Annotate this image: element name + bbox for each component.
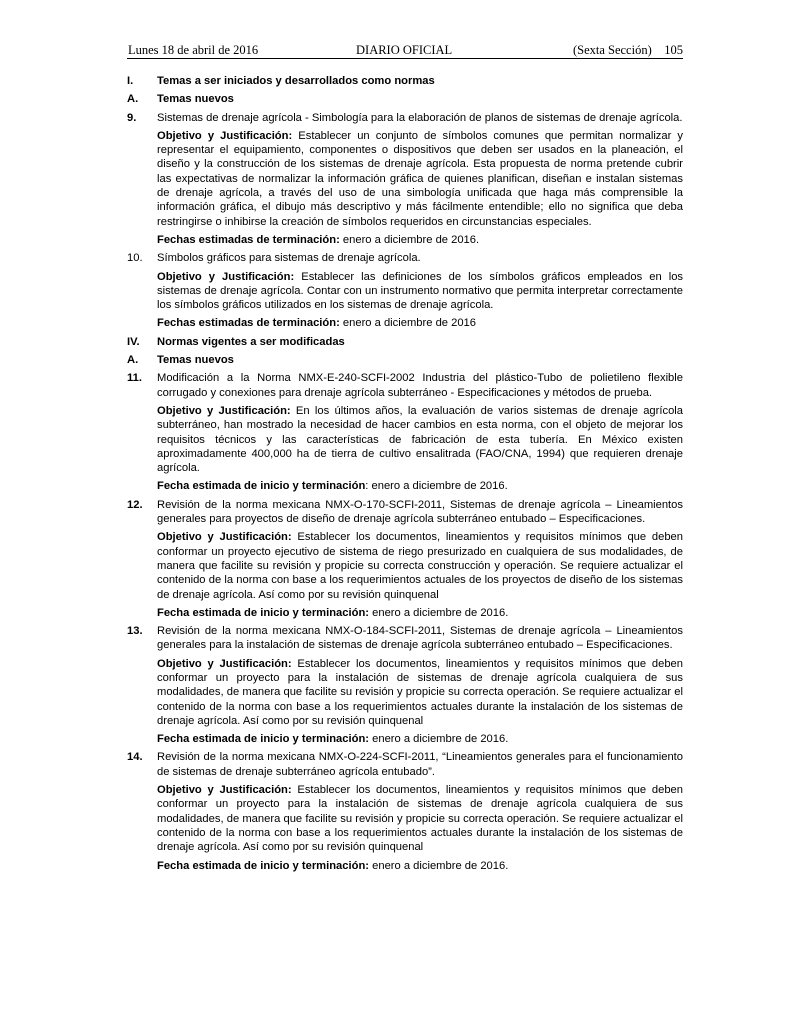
item-11-objective [127, 404, 683, 475]
date-label: Fecha estimada de inicio y terminación: [157, 606, 370, 619]
header-section-page [573, 42, 683, 58]
date-label: Fechas estimadas de terminación: [157, 317, 340, 330]
item-12-objective [127, 530, 683, 601]
item-number: 14. [127, 751, 143, 764]
section-title: Temas a ser iniciados y desarrollados como normas [157, 75, 435, 87]
objective-label: Objetivo y Justificación: [157, 657, 292, 670]
item-10-dates [127, 316, 683, 330]
item-number: 10. [127, 252, 143, 265]
date-label: Fecha estimada de inicio y terminación: [157, 859, 370, 872]
objective-label: Objetivo y Justificación: [157, 404, 291, 417]
item-9-objective [127, 129, 683, 229]
item-title: Símbolos gráficos para sistemas de drenaje agrícola. [157, 252, 421, 265]
item-title: Revisión de la norma mexicana NMX-O-184-SCFI-2011, Sistemas de drenaje agrícola – Lineamientos generales para la instalación de sistemas de drenaje agrícola subterráneo entubado – Especificaciones. [157, 625, 683, 652]
date-text: enero a diciembre de 2016. [369, 606, 509, 619]
date-text: enero a diciembre de 2016. [369, 859, 509, 872]
item-title: Revisión de la norma mexicana NMX-O-170-SCFI-2011, Sistemas de drenaje agrícola – Lineamientos generales para proyectos de diseño de drenaje agrícola subterráneo entubado – Especificaciones. [157, 498, 683, 526]
objective-label: Objetivo y Justificación: [157, 531, 292, 544]
date-label: Fecha estimada de inicio y terminación: [157, 733, 370, 746]
date-text: : enero a diciembre de 2016. [365, 480, 508, 493]
item-9-dates [127, 233, 683, 247]
subsection-mark: A. [127, 354, 139, 367]
page-header [127, 42, 683, 59]
item-13-dates [127, 732, 683, 746]
item-13 [127, 624, 683, 653]
header-date: Lunes 18 de abril de 2016 [128, 43, 259, 57]
section-heading-i [127, 74, 683, 88]
document-page [127, 42, 683, 877]
date-text: enero a diciembre de 2016 [339, 317, 477, 330]
subsection-title: Temas nuevos [157, 354, 234, 367]
item-number: 13. [127, 625, 143, 638]
objective-label: Objetivo y Justificación: [157, 129, 293, 142]
objective-label: Objetivo y Justificación: [157, 784, 292, 797]
date-text: enero a diciembre de 2016. [369, 733, 509, 746]
item-14-dates [127, 859, 683, 873]
item-12-dates [127, 606, 683, 620]
item-number: 12. [127, 498, 143, 511]
item-title: Modificación a la Norma NMX-E-240-SCFI-2002 Industria del plástico-Tubo de polietileno flexible corrugado y conexiones para drenaje agrícola subterráneo - Especificaciones y métodos de prueba. [157, 372, 683, 399]
objective-text: Establecer las definiciones de los símbolos gráficos empleados en los sistemas de drenaje agrícola. Contar con un instrumento normativo que permita interpretar correctamente los símbolos gráficos utilizados en los sistemas de drenaje agrícola. [157, 270, 684, 312]
header-publication: DIARIO OFICIAL [356, 43, 453, 57]
objective-text: Establecer un conjunto de símbolos comunes que permitan normalizar y representar el equipamiento, componentes o dispositivos que deben ser usados en la planeación, el diseño y la construcción de los sistemas de drenaje agrícola. Esta propuesta de norma pretende cubrir las expectativas de normalizar la información gráfica de quienes planifican, diseñan e instalan sistemas de drenaje agrícola, a través del uso de una simbología unificada que haga más comprensible la información gráfica, el dibujo más descriptivo y más fácilmente entendible; ello no significa que deba restringirse o inhibirse la creación de símbolos requeridos en circunstancias especiales. [157, 129, 684, 228]
header-page-number: 105 [664, 43, 683, 57]
subsection-title: Temas nuevos [157, 93, 234, 106]
header-section: (Sexta Sección) [572, 43, 652, 57]
item-14-objective [127, 783, 683, 854]
item-10 [127, 251, 683, 265]
section-heading-iv [127, 335, 683, 349]
document-body [127, 74, 683, 873]
date-text: enero a diciembre de 2016. [339, 233, 480, 246]
item-10-objective [127, 270, 683, 313]
item-13-objective [127, 657, 683, 728]
item-11-dates [127, 479, 683, 493]
item-14 [127, 750, 683, 779]
objective-text: En los últimos años, la evaluación de varios sistemas de drenaje agrícola subterráneo, han mostrado la necesidad de hacer cambios en esta norma, con el objeto de mejorar los requisitos técnicos y las características de fabricación de esta tubería. En México existen aproximadamente 400,000 ha de tierra de cultivo ensalitrada (FAO/CNA, 1994) que requieren drenaje agrícola. [157, 404, 683, 475]
item-11 [127, 371, 683, 400]
objective-text: Establecer los documentos, lineamientos y requisitos mínimos que deben conformar un proyecto ejecutivo de sistema de riego presurizado en cualquiera de sus modalidades, de manera que facilite su revisión y propicie su correcta construcción y operación. Se requiere actualizar el contenido de la norma con base a los requerimientos actuales de los proyectos de diseño de los sistemas de drenaje agrícola. Así como por su revisión quinquenal [157, 531, 683, 601]
section-mark: I. [127, 75, 134, 87]
item-title: Revisión de la norma mexicana NMX-O-224-SCFI-2011, “Lineamientos generales para el funcionamiento de sistemas de drenaje subterráneo agrícola entubado”. [157, 751, 683, 778]
subsection-mark: A. [127, 93, 139, 106]
objective-label: Objetivo y Justificación: [157, 270, 295, 283]
subsection-heading-a [127, 353, 683, 367]
date-label: Fechas estimadas de terminación: [157, 233, 340, 246]
item-9 [127, 111, 683, 125]
date-label: Fecha estimada de inicio y terminación [157, 480, 366, 493]
objective-text: Establecer los documentos, lineamientos y requisitos mínimos que deben conformar un proyecto para la instalación de sistemas de drenaje agrícola cualquiera de sus modalidades, de manera que facilite su revisión y propicie su correcta operación. Se requiere actualizar el contenido de la norma con base a los requerimientos actuales durante la instalación de los sistemas de drenaje agrícola. Así como por su revisión quinquenal [157, 784, 683, 854]
item-12 [127, 498, 683, 527]
item-number: 11. [127, 372, 142, 385]
section-mark: IV. [127, 335, 140, 348]
section-title: Normas vigentes a ser modificadas [157, 335, 345, 348]
objective-text: Establecer los documentos, lineamientos y requisitos mínimos que deben conformar un proyecto para la instalación de sistemas de drenaje agrícola cualquiera de sus modalidades, de manera que facilite su revisión y propicie su correcta operación. Se requiere actualizar el contenido de la norma con base a los requerimientos actuales durante la instalación de los sistemas de drenaje agrícola. Así como por su revisión quinquenal [157, 657, 683, 727]
subsection-heading-a [127, 92, 683, 106]
item-number: 9. [127, 111, 137, 124]
item-title: Sistemas de drenaje agrícola - Simbología para la elaboración de planos de sistemas de drenaje agrícola. [157, 111, 683, 124]
